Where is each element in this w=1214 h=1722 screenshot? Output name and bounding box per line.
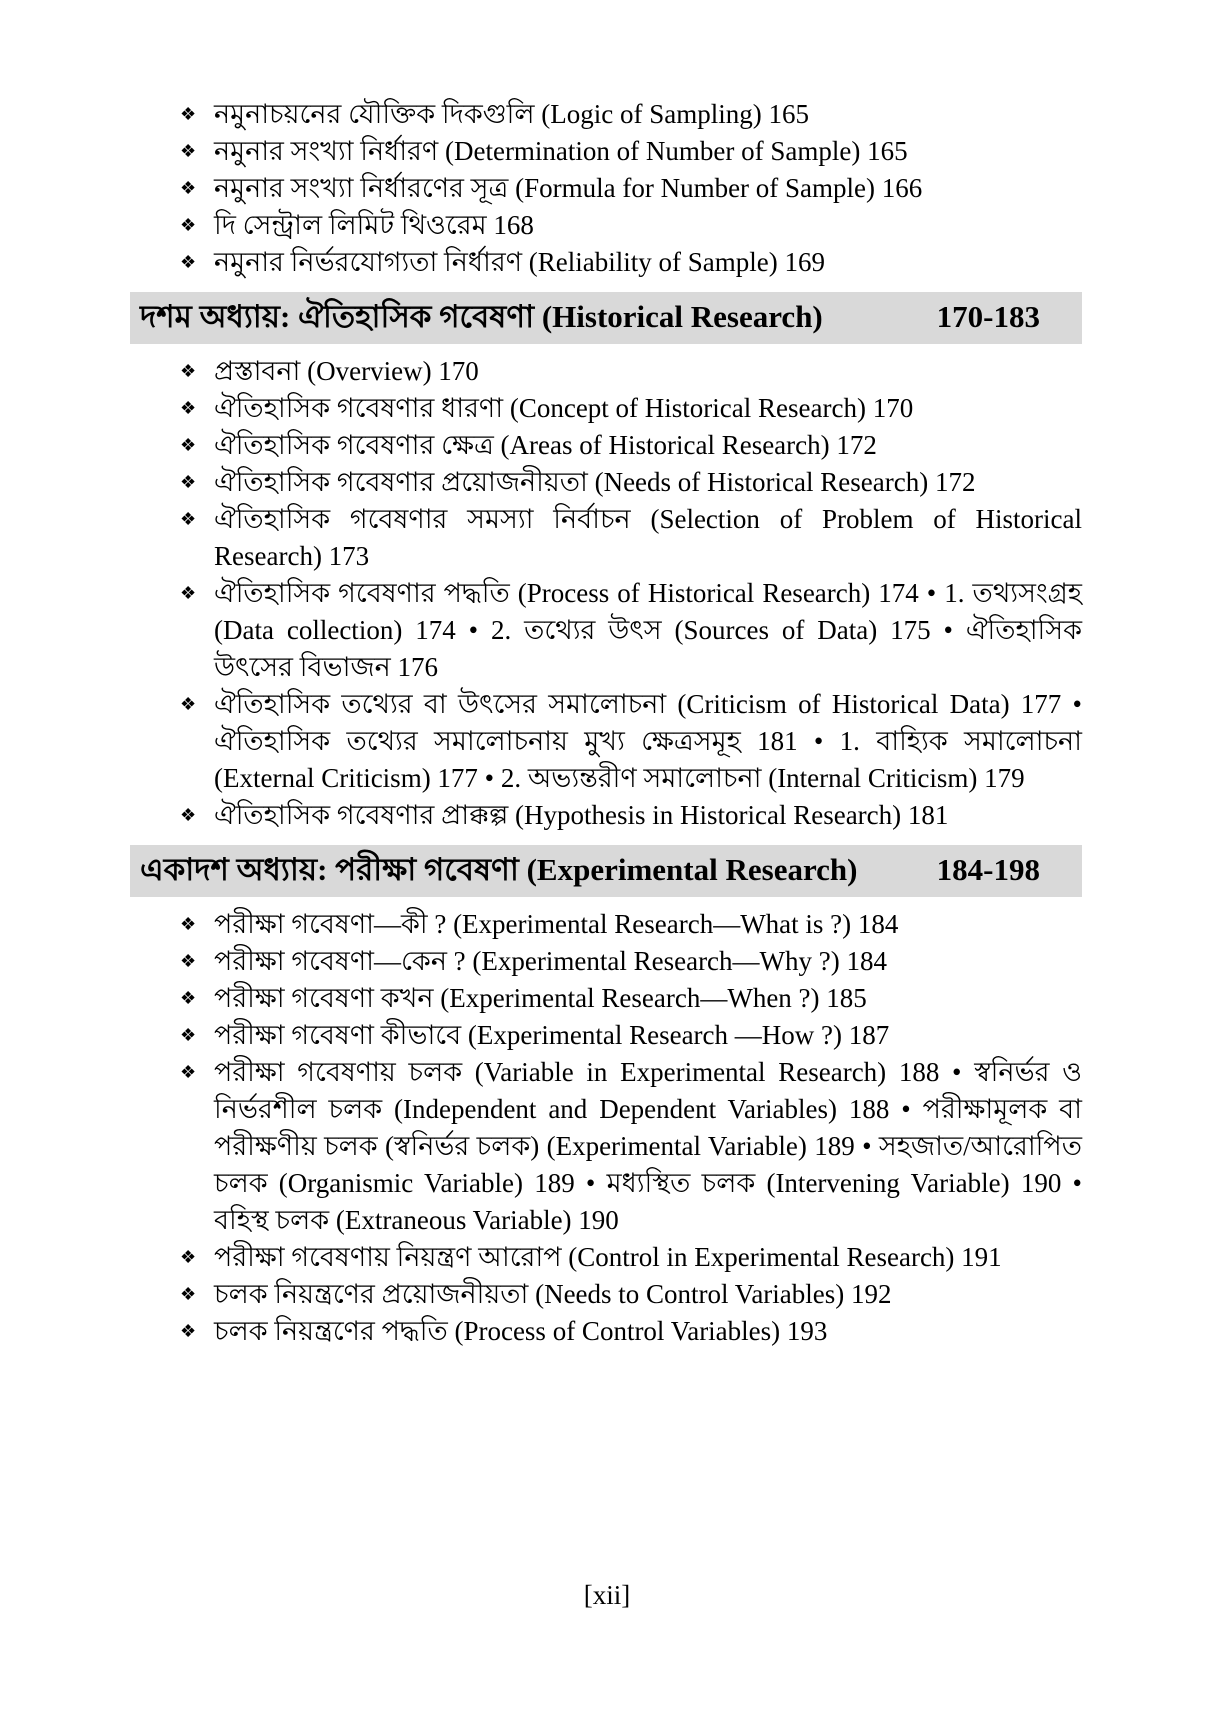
diamond-bullet-icon: ❖ <box>180 805 197 825</box>
toc-item-text: পরীক্ষা গবেষণা কীভাবে (Experimental Research —How ?) 187 <box>214 1020 890 1050</box>
toc-item-text: দি সেন্ট্রাল লিমিট থিওরেম 168 <box>214 210 534 240</box>
diamond-bullet-icon: ❖ <box>180 988 197 1008</box>
toc-item-text: পরীক্ষা গবেষণায় চলক (Variable in Experimental Research) 188 • স্বনির্ভর ও নির্ভরশীল চলক (Independent and Dependent Variables) 188 • পরীক্ষামূলক বা পরীক্ষণীয় চলক (স্বনির্ভর চলক) (Experimental Variable) 189 • সহজাত/আরোপিত চলক (Organismic Variable) 189 • মধ্যস্থিত চলক (Intervening Variable) 190 • বহিস্থ চলক (Extraneous Variable) 190 <box>214 1057 1082 1235</box>
diamond-bullet-icon: ❖ <box>180 178 197 198</box>
toc-item-text: নমুনার নির্ভরযোগ্যতা নির্ধারণ (Reliability of Sample) 169 <box>214 247 825 277</box>
toc-item-text: পরীক্ষা গবেষণা কখন (Experimental Research—When ?) 185 <box>214 983 867 1013</box>
toc-item-text: ঐতিহাসিক গবেষণার প্রাক্কল্প (Hypothesis in Historical Research) 181 <box>214 800 949 830</box>
diamond-bullet-icon: ❖ <box>180 583 197 603</box>
page-number: [xii] <box>583 1580 631 1610</box>
toc-item <box>130 207 1082 244</box>
diamond-bullet-icon: ❖ <box>180 472 197 492</box>
diamond-bullet-icon: ❖ <box>180 215 197 235</box>
toc-item-text: চলক নিয়ন্ত্রণের প্রয়োজনীয়তা (Needs to Control Variables) 192 <box>214 1279 892 1309</box>
toc-content <box>130 96 1082 1350</box>
toc-item-text: নমুনার সংখ্যা নির্ধারণের সূত্র (Formula for Number of Sample) 166 <box>214 173 923 203</box>
toc-item-text: ঐতিহাসিক গবেষণার সমস্যা নির্বাচন (Selection of Problem of Historical Research) 173 <box>214 504 1082 571</box>
diamond-bullet-icon: ❖ <box>180 361 197 381</box>
diamond-bullet-icon: ❖ <box>180 1025 197 1045</box>
toc-item <box>130 797 1082 834</box>
toc-item <box>130 906 1082 943</box>
diamond-bullet-icon: ❖ <box>180 435 197 455</box>
diamond-bullet-icon: ❖ <box>180 1247 197 1267</box>
toc-item-text: ঐতিহাসিক গবেষণার পদ্ধতি (Process of Historical Research) 174 • 1. তথ্যসংগ্রহ (Data collection) 174 • 2. তথ্যের উৎস (Sources of Data) 175 • ঐতিহাসিক উৎসের বিভাজন 176 <box>214 578 1082 682</box>
toc-item-text: প্রস্তাবনা (Overview) 170 <box>214 356 479 386</box>
toc-item-text: নমুনার সংখ্যা নির্ধারণ (Determination of Number of Sample) 165 <box>214 136 908 166</box>
chapter-heading <box>130 292 1082 344</box>
toc-item <box>130 1276 1082 1313</box>
toc-item-text: পরীক্ষা গবেষণা—কী ? (Experimental Research—What is ?) 184 <box>214 909 899 939</box>
chapter-heading <box>130 845 1082 897</box>
toc-item-text: ঐতিহাসিক গবেষণার ক্ষেত্র (Areas of Historical Research) 172 <box>214 430 877 460</box>
toc-item <box>130 390 1082 427</box>
toc-item <box>130 1239 1082 1276</box>
diamond-bullet-icon: ❖ <box>180 1062 197 1082</box>
diamond-bullet-icon: ❖ <box>180 914 197 934</box>
toc-item <box>130 1313 1082 1350</box>
toc-item <box>130 133 1082 170</box>
toc-item <box>130 686 1082 797</box>
toc-item <box>130 353 1082 390</box>
toc-item <box>130 1054 1082 1239</box>
diamond-bullet-icon: ❖ <box>180 509 197 529</box>
chapter-title: দশম অধ্যায়: ঐতিহাসিক গবেষণা (Historical Research) <box>140 299 823 334</box>
toc-item-text: ঐতিহাসিক গবেষণার প্রয়োজনীয়তা (Needs of Historical Research) 172 <box>214 467 976 497</box>
diamond-bullet-icon: ❖ <box>180 252 197 272</box>
toc-item <box>130 244 1082 281</box>
chapter-title: একাদশ অধ্যায়: পরীক্ষা গবেষণা (Experimental Research) <box>140 852 858 887</box>
diamond-bullet-icon: ❖ <box>180 1321 197 1341</box>
toc-item-text: পরীক্ষা গবেষণা—কেন ? (Experimental Research—Why ?) 184 <box>214 946 888 976</box>
toc-item <box>130 96 1082 133</box>
diamond-bullet-icon: ❖ <box>180 104 197 124</box>
toc-item-text: ঐতিহাসিক গবেষণার ধারণা (Concept of Historical Research) 170 <box>214 393 914 423</box>
toc-item <box>130 501 1082 575</box>
toc-item <box>130 1017 1082 1054</box>
toc-item-text: পরীক্ষা গবেষণায় নিয়ন্ত্রণ আরোপ (Control in Experimental Research) 191 <box>214 1242 1002 1272</box>
chapter-page-range: 170-183 <box>936 299 1040 334</box>
diamond-bullet-icon: ❖ <box>180 694 197 714</box>
diamond-bullet-icon: ❖ <box>180 398 197 418</box>
toc-item <box>130 980 1082 1017</box>
toc-item <box>130 464 1082 501</box>
toc-item-text: চলক নিয়ন্ত্রণের পদ্ধতি (Process of Control Variables) 193 <box>214 1316 828 1346</box>
toc-item-text: নমুনাচয়নের যৌক্তিক দিকগুলি (Logic of Sampling) 165 <box>214 99 809 129</box>
diamond-bullet-icon: ❖ <box>180 951 197 971</box>
toc-item <box>130 427 1082 464</box>
chapter-page-range: 184-198 <box>936 852 1040 887</box>
diamond-bullet-icon: ❖ <box>180 141 197 161</box>
toc-item-text: ঐতিহাসিক তথ্যের বা উৎসের সমালোচনা (Criticism of Historical Data) 177 • ঐতিহাসিক তথ্যের সমালোচনায় মুখ্য ক্ষেত্রসমূহ 181 • 1. বাহ্যিক সমালোচনা (External Criticism) 177 • 2. অভ্যন্তরীণ সমালোচনা (Internal Criticism) 179 <box>214 689 1082 793</box>
diamond-bullet-icon: ❖ <box>180 1284 197 1304</box>
toc-item <box>130 943 1082 980</box>
toc-item <box>130 575 1082 686</box>
toc-item <box>130 170 1082 207</box>
